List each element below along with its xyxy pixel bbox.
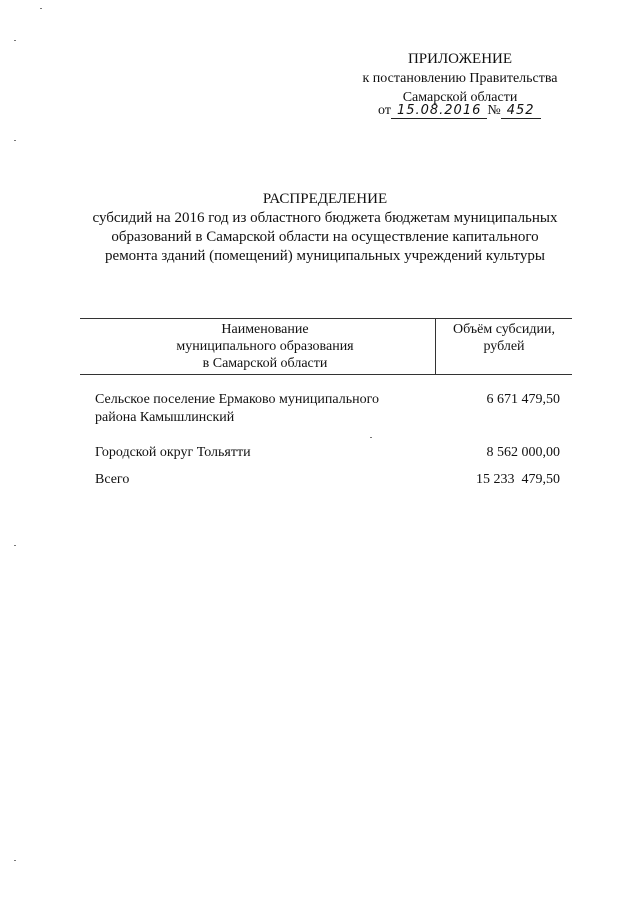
decree-date-number xyxy=(378,103,541,119)
header-text: муниципального образования xyxy=(176,339,354,354)
appendix-block xyxy=(330,50,590,107)
table-header xyxy=(80,318,572,375)
table-row-name: Городской округ Тольятти xyxy=(95,445,251,460)
title-line: ремонта зданий (помещений) муниципальных учреждений культуры xyxy=(105,248,545,264)
scan-mark xyxy=(14,860,16,861)
appendix-title: ПРИЛОЖЕНИЕ xyxy=(407,51,513,67)
header-text: Объём субсидии, xyxy=(453,322,555,337)
appendix-line: Самарской области xyxy=(402,90,518,105)
row-name-text: района Камышлинский xyxy=(95,410,235,425)
scan-mark xyxy=(370,437,372,438)
document-title xyxy=(60,190,590,266)
number-prefix: № xyxy=(487,103,501,118)
table-row-name xyxy=(95,391,425,427)
date-prefix: от xyxy=(378,103,391,118)
appendix-line: к постановлению Правительства xyxy=(362,71,558,86)
header-text: рублей xyxy=(483,339,525,354)
scan-mark xyxy=(14,40,16,41)
table-row-value: 6 671 479,50 xyxy=(486,392,560,407)
header-text: Наименование xyxy=(221,322,309,337)
scan-mark xyxy=(40,8,42,9)
scan-mark xyxy=(14,545,16,546)
table-row-value: 8 562 000,00 xyxy=(486,445,560,460)
column-header-name xyxy=(90,321,440,372)
title-line: субсидий на 2016 год из областного бюджета бюджетам муниципальных xyxy=(92,210,558,226)
handwritten-date: 15.08.2016 xyxy=(391,104,487,119)
header-text: в Самарской области xyxy=(202,356,328,371)
total-value: 15 233 479,50 xyxy=(476,472,560,487)
total-label: Всего xyxy=(95,472,130,487)
handwritten-number: 452 xyxy=(501,104,541,119)
column-header-amount xyxy=(436,321,572,355)
scan-mark xyxy=(14,140,16,141)
title-line: образований в Самарской области на осуществление капитального xyxy=(111,229,539,245)
document-heading: РАСПРЕДЕЛЕНИЕ xyxy=(262,191,388,207)
row-name-text: Сельское поселение Ермаково муниципального xyxy=(95,392,379,407)
